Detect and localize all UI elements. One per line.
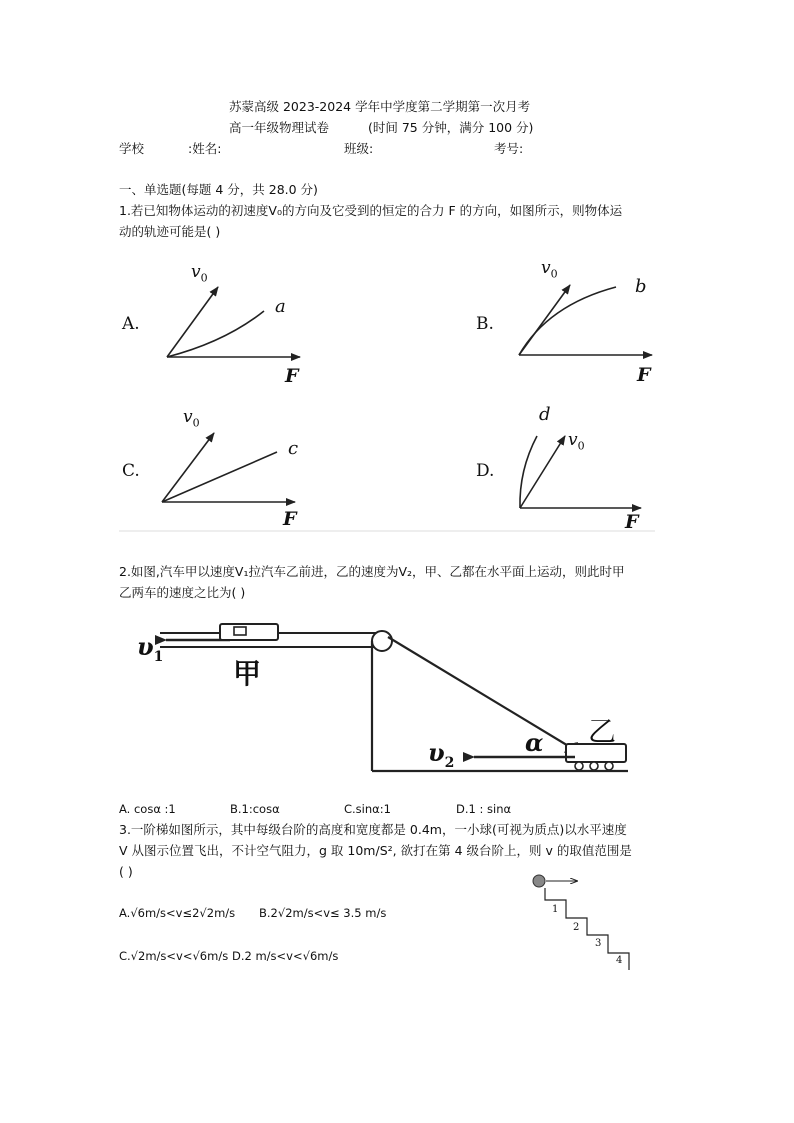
q2-option-d: D.1 : sinα	[456, 802, 512, 816]
q1-curve-a	[167, 311, 264, 357]
class-label: 班级:	[344, 141, 374, 156]
q2-text-line1: 2.如图,汽车甲以速度V₁拉汽车乙前进，乙的速度为V₂，甲、乙都在水平面上运动，则此时甲	[119, 564, 625, 579]
q1-curve-c	[162, 452, 277, 502]
step-1-label: 1	[552, 904, 559, 915]
q1-option-c-figure	[162, 433, 295, 502]
q1-option-d-letter: D.	[476, 461, 495, 481]
q2-figure	[0, 600, 794, 800]
q2-option-c: C.sinα:1	[344, 802, 391, 816]
q3-text-line3: ( )	[119, 864, 133, 879]
q2-option-b: B.1:cosα	[230, 802, 280, 816]
id-label: 考号:	[494, 141, 524, 156]
exam-title: 苏蒙高级 2023-2024 学年中学度第二学期第一次月考	[229, 99, 531, 114]
q3-text-line2: V 从图示位置飞出，不计空气阻力，g 取 10m/S², 欲打在第 4 级台阶上，则 v 的取值范围是	[119, 843, 632, 858]
q1-b-curve-label: b	[635, 276, 647, 297]
q1-d-force-label: F	[625, 511, 639, 533]
q2-car-b-label: 乙	[588, 715, 617, 748]
q1-a-v0-label: $v_0$	[191, 262, 208, 285]
q3-text-line1: 3.一阶梯如图所示，其中每级台阶的高度和宽度都是 0.4m，一小球(可视为质点)以水平速度	[119, 822, 627, 837]
q2-car-a-label: 甲	[233, 657, 262, 690]
q1-c-v0-label: $v_0$	[183, 407, 200, 430]
q2-text-line2: 乙两车的速度之比为( )	[119, 585, 246, 600]
q1-c-curve-label: c	[288, 438, 299, 459]
q3-option-b: B.2√2m/s<v≤ 3.5 m/s	[259, 906, 387, 920]
ball	[533, 875, 545, 887]
q1-d-v0-label: $v_0$	[568, 430, 585, 453]
q3-option-c: C.√2m/s<v<√6m/s	[119, 949, 229, 963]
q2-option-a: A. cosα :1	[119, 802, 176, 816]
q2-v2-label: $\upsilon_2$	[428, 738, 455, 771]
q1-figures	[0, 0, 794, 540]
q3-option-a: A.√6m/s<v≤2√2m/s	[119, 906, 236, 920]
q1-d-curve-label: d	[539, 404, 551, 425]
car-a-body	[220, 624, 278, 640]
name-label: :姓名:	[188, 141, 222, 156]
school-label: 学校	[119, 141, 145, 156]
q1-curve-d	[520, 436, 537, 508]
rope	[388, 637, 580, 753]
pulley	[372, 631, 392, 651]
exam-time-note: (时间 75 分钟，满分 100 分)	[368, 120, 534, 135]
q1-option-c-letter: C.	[122, 461, 140, 481]
section-heading: 一、单选题(每题 4 分，共 28.0 分)	[119, 182, 318, 197]
q1-b-v0-label: $v_0$	[541, 258, 558, 281]
q2-angle-label: α	[525, 728, 544, 757]
q2-v1-label: $\upsilon_1$	[137, 632, 164, 665]
q1-option-a-letter: A.	[122, 314, 140, 334]
step-3-label: 3	[595, 938, 602, 949]
q1-option-b-figure	[519, 285, 652, 355]
q1-option-b-letter: B.	[476, 314, 494, 334]
q1-text-line1: 1.若已知物体运动的初速度V₀的方向及它受到的恒定的合力 F 的方向，如图所示，则物体运	[119, 203, 623, 218]
q3-staircase-figure	[0, 860, 794, 980]
q1-b-force-label: F	[637, 364, 651, 386]
step-4-label: 4	[616, 955, 623, 966]
q3-option-d: D.2 m/s<v<√6m/s	[232, 949, 339, 963]
q1-text-line2: 动的轨迹可能是( )	[119, 224, 221, 239]
step-2-label: 2	[573, 922, 580, 933]
q1-a-force-label: F	[285, 365, 299, 387]
q1-curve-b	[519, 287, 616, 355]
q1-a-curve-label: a	[275, 296, 286, 317]
exam-subtitle: 高一年级物理试卷	[229, 120, 330, 135]
q1-c-force-label: F	[283, 508, 297, 530]
